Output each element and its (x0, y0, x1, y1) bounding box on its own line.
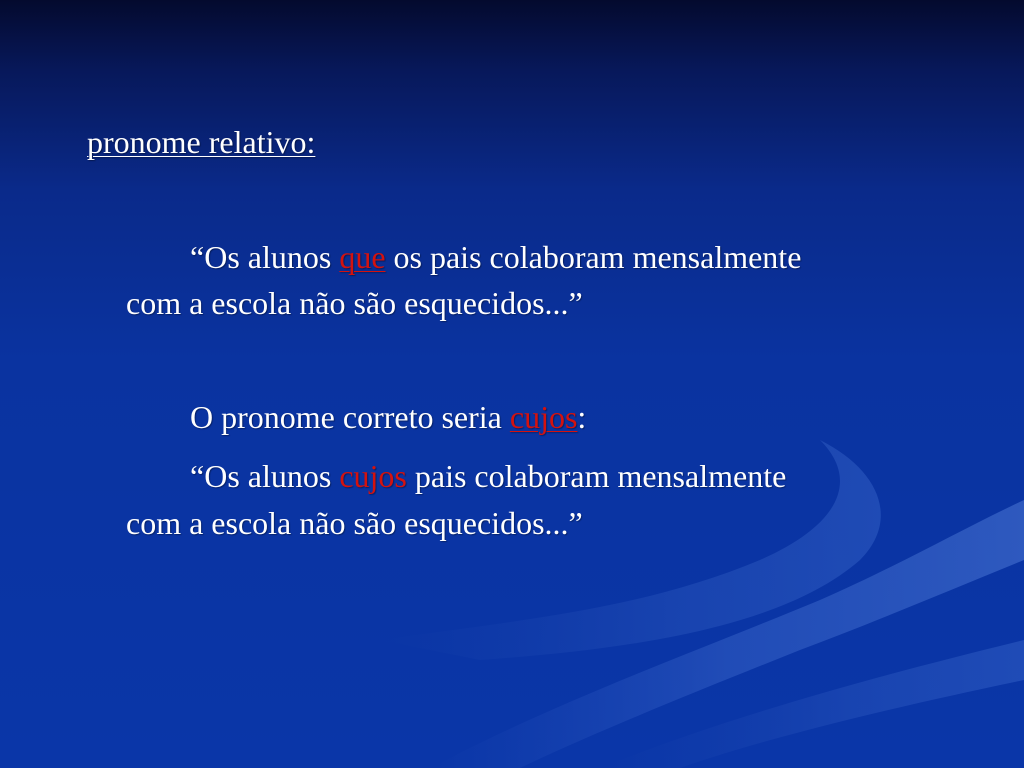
example-2-text-after: pais colaboram mensalmente (406, 458, 787, 494)
example-1-text-before: “Os alunos (190, 239, 340, 275)
example-1-line-2: com a escola não são esquecidos...” (126, 285, 583, 321)
slide-heading: pronome relativo: (87, 124, 316, 160)
correction-highlight: cujos (509, 399, 578, 435)
example-1-text-after: os pais colaboram mensalmente (385, 239, 802, 275)
example-2-line-2: com a escola não são esquecidos...” (126, 505, 583, 541)
example-2-text-before: “Os alunos (190, 458, 340, 494)
correction-text-before: O pronome correto seria (190, 399, 510, 435)
correction-line (190, 399, 586, 435)
example-1-line-1 (190, 239, 801, 275)
example-2-line-1 (190, 458, 786, 494)
correction-text-after: : (577, 399, 587, 435)
example-2-highlight: cujos (339, 458, 407, 494)
example-1-highlight: que (339, 239, 386, 275)
